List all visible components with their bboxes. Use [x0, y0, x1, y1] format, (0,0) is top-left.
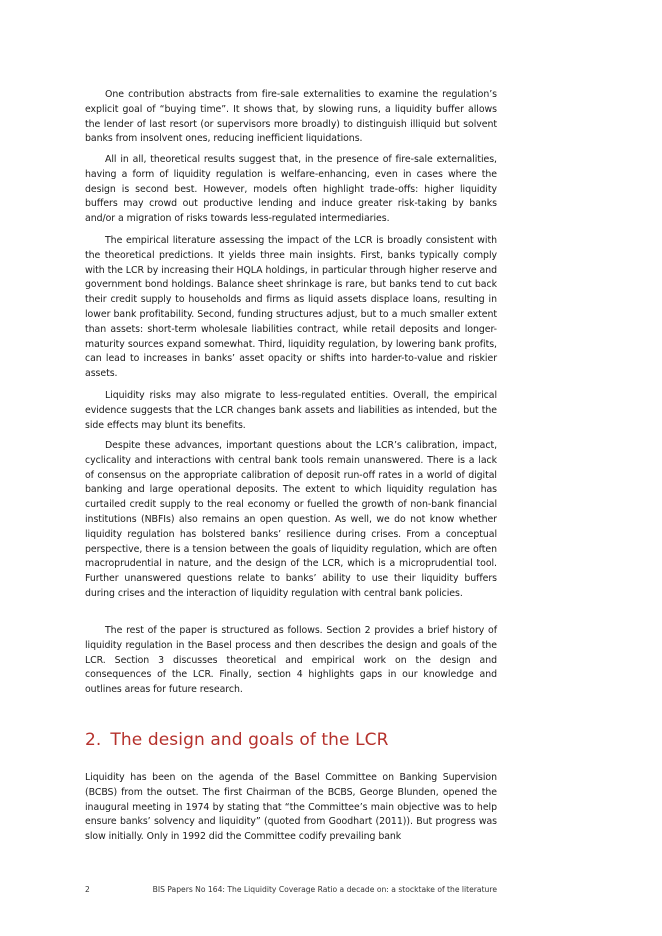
section-heading	[85, 730, 389, 750]
paragraph-liquidity-risks: Liquidity risks may also migrate to less-regulated entities. Overall, the empirical evidence suggests that the LCR changes bank assets and liabilities as intended, but the side effects may blunt its benefits.	[85, 390, 497, 431]
paragraph-buying-time: One contribution abstracts from fire-sale externalities to examine the regulation’s explicit goal of “buying time”. It shows that, by slowing runs, a liquidity buffer allows the lender of last resort (or supervisors more broadly) to distinguish illiquid but solvent banks from insolvent ones, reducing inefficient liquidations.	[85, 89, 497, 145]
footer-title: BIS Papers No 164: The Liquidity Coverage Ratio a decade on: a stocktake of the literature	[152, 885, 497, 894]
paragraph-empirical-literature: The empirical literature assessing the impact of the LCR is broadly consistent with the theoretical predictions. It yields three main insights. First, banks typically comply with the LCR by increasing their HQLA holdings, in particular through higher reserve and government bond holdings. Balance sheet shrinkage is rare, but banks tend to cut back their credit supply to households and firms as liquid assets displace loans, resulting in lower bank profitability. Second, funding structures adjust, but to a much smaller extent than assets: short-term wholesale liabilities contract, while retail deposits and longer-maturity sources expand somewhat. Third, liquidity regulation, by lowering bank profits, can lead to increases in banks’ asset opacity or shifts into harder-to-value and riskier assets.	[85, 235, 497, 380]
section-title: The design and goals of the LCR	[110, 730, 389, 750]
paragraph-theoretical-results: All in all, theoretical results suggest that, in the presence of fire-sale externalities, having a form of liquidity regulation is welfare-enhancing, even in cases where the design is second best. However, models often highlight trade-offs: higher liquidity buffers may crowd out productive lending and induce greater risk-taking by banks and/or a migration of risks towards less-regulated intermediaries.	[85, 154, 497, 225]
paragraph-paper-structure: The rest of the paper is structured as follows. Section 2 provides a brief history of liquidity regulation in the Basel process and then describes the design and goals of the LCR. Section 3 discusses theoretical and empirical work on the design and consequences of the LCR. Finally, section 4 highlights gaps in our knowledge and outlines areas for future research.	[85, 625, 497, 696]
section-number: 2.	[85, 730, 102, 750]
paragraph-section-intro: Liquidity has been on the agenda of the Basel Committee on Banking Supervision (BCBS) from the outset. The first Chairman of the BCBS, George Blunden, opened the inaugural meeting in 1974 by stating that “the Committee’s main objective was to help ensure banks’ solvency and liquidity” (quoted from Goodhart (2011)). But progress was slow initially. Only in 1992 did the Committee codify prevailing bank	[85, 772, 497, 843]
page-number: 2	[85, 885, 90, 894]
paragraph-open-questions: Despite these advances, important questions about the LCR’s calibration, impact, cyclicality and interactions with central bank tools remain unanswered. There is a lack of consensus on the appropriate calibration of deposit run-off rates in a world of digital banking and large operational deposits. The extent to which liquidity regulation has curtailed credit supply to the real economy or fuelled the growth of non-bank financial institutions (NBFIs) also remains an open question. As well, we do not know whether liquidity regulation has bolstered banks’ resilience during crises. From a conceptual perspective, there is a tension between the goals of liquidity regulation, which are often macroprudential in nature, and the design of the LCR, which is a microprudential tool. Further unanswered questions relate to banks’ ability to use their liquidity buffers during crises and the interaction of liquidity regulation with central bank policies.	[85, 440, 497, 599]
